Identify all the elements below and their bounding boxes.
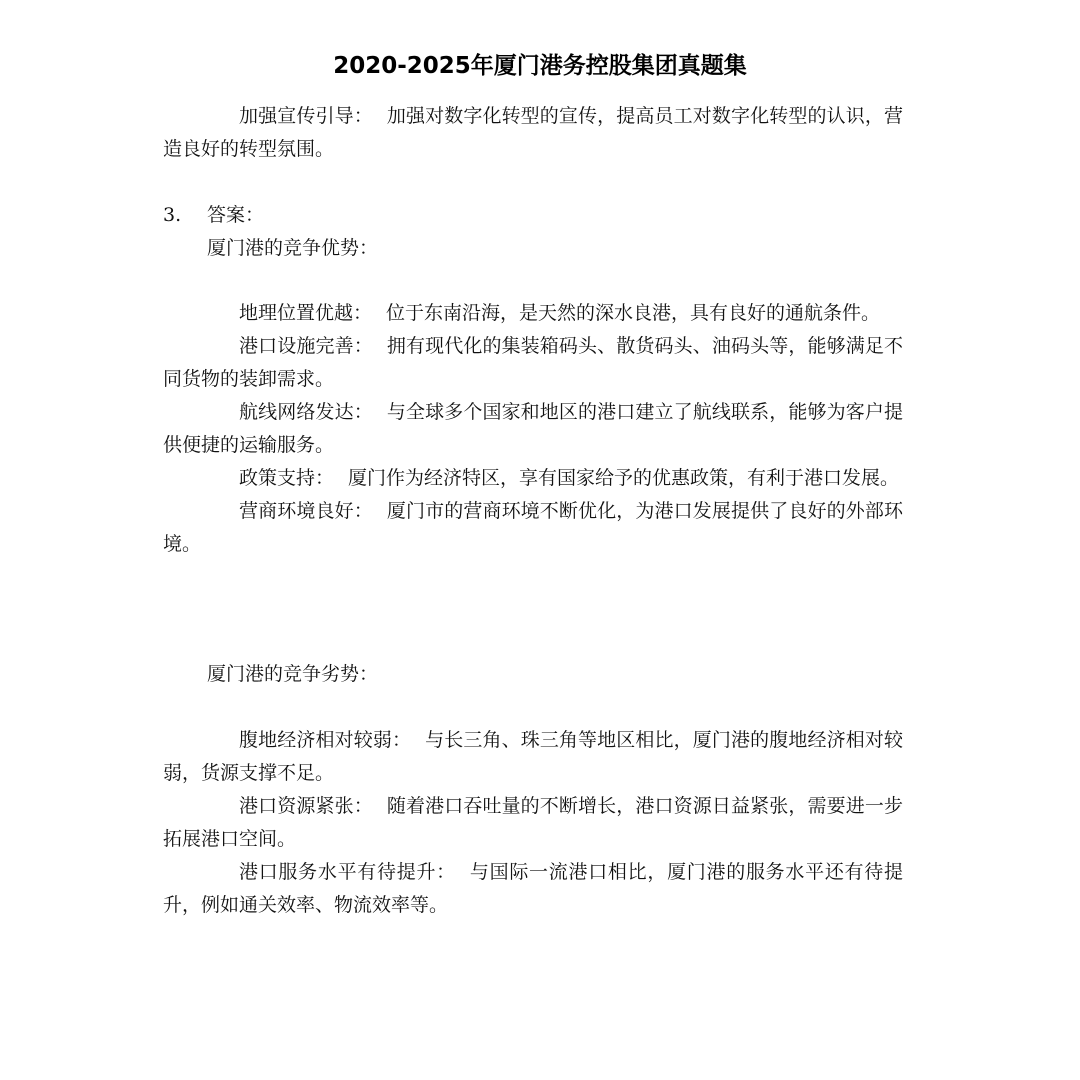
- disadvantages-heading: 厦门港的竞争劣势：: [207, 663, 379, 685]
- item-text: 位于东南沿海，是天然的深水良港，具有良好的通航条件。: [386, 302, 881, 324]
- item-lead: 政策支持：: [239, 467, 335, 489]
- answer-line: [163, 199, 903, 232]
- answer-section: [163, 199, 903, 265]
- disadvantages-section: [163, 658, 903, 691]
- item-lead: 地理位置优越：: [239, 302, 373, 324]
- answer-label: 答案：: [207, 204, 265, 226]
- item-lead: 营商环境良好：: [239, 500, 373, 522]
- disadvantages-list: [163, 724, 903, 922]
- item-lead: 港口服务水平有待提升：: [239, 861, 456, 883]
- intro-section: [163, 100, 903, 166]
- list-item: [163, 297, 903, 330]
- answer-number: 3.: [163, 204, 182, 226]
- list-item: [163, 495, 903, 561]
- item-text: 厦门作为经济特区，享有国家给予的优惠政策，有利于港口发展。: [348, 467, 900, 489]
- item-lead: 港口资源紧张：: [239, 795, 373, 817]
- item-text: 与全球多个国家和地区的港口建立了航线联系，能够为客户提供便捷的运输服务。: [163, 401, 903, 456]
- list-item: [163, 462, 903, 495]
- item-text: 与国际一流港口相比，厦门港的服务水平还有待提升，例如通关效率、物流效率等。: [163, 861, 903, 916]
- list-item: [163, 790, 903, 856]
- item-text: 与长三角、珠三角等地区相比，厦门港的腹地经济相对较弱，货源支撑不足。: [163, 729, 903, 784]
- item-lead: 腹地经济相对较弱：: [239, 729, 412, 751]
- document-title: 2020-2025年厦门港务控股集团真题集: [333, 53, 747, 79]
- item-lead: 航线网络发达：: [239, 401, 373, 423]
- item-text: 厦门市的营商环境不断优化，为港口发展提供了良好的外部环境。: [163, 500, 903, 555]
- advantages-list: [163, 297, 903, 561]
- list-item: [163, 396, 903, 462]
- item-text: 随着港口吞吐量的不断增长，港口资源日益紧张，需要进一步拓展港口空间。: [163, 795, 903, 850]
- list-item: [163, 724, 903, 790]
- list-item: [163, 330, 903, 396]
- list-item: [163, 856, 903, 922]
- paragraph-lead: 加强宣传引导：: [239, 105, 373, 127]
- item-lead: 港口设施完善：: [239, 335, 373, 357]
- paragraph: [163, 100, 903, 166]
- advantages-heading: 厦门港的竞争优势：: [207, 237, 379, 259]
- paragraph-text: 加强对数字化转型的宣传，提高员工对数字化转型的认识，营造良好的转型氛围。: [163, 105, 903, 160]
- item-text: 拥有现代化的集装箱码头、散货码头、油码头等，能够满足不同货物的装卸需求。: [163, 335, 903, 390]
